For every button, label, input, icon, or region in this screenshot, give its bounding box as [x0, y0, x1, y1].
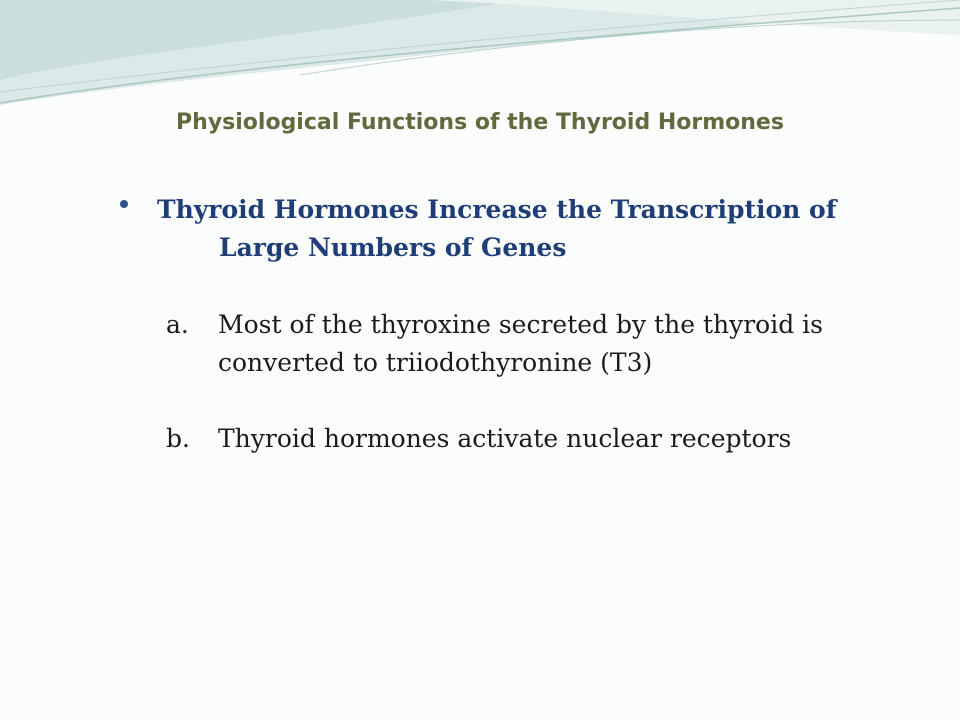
sub-item-a: [166, 306, 926, 382]
sub-item-a-line1: Most of the thyroxine secreted by the thyroid is: [218, 310, 823, 339]
main-bullet-line2: Large Numbers of Genes: [219, 233, 567, 262]
sub-item-b-line1: Thyroid hormones activate nuclear receptors: [218, 424, 792, 453]
slide-title: Physiological Functions of the Thyroid Hormones: [176, 110, 784, 135]
main-bullet: [157, 191, 917, 267]
sub-item-marker: b.: [166, 424, 190, 453]
sub-item-marker: a.: [166, 310, 189, 339]
bullet-icon: [120, 200, 128, 208]
sub-item-a-line2: converted to triiodothyronine (T3): [218, 348, 653, 377]
main-bullet-line1: Thyroid Hormones Increase the Transcription of: [157, 195, 837, 224]
sub-item-b: [166, 420, 926, 458]
